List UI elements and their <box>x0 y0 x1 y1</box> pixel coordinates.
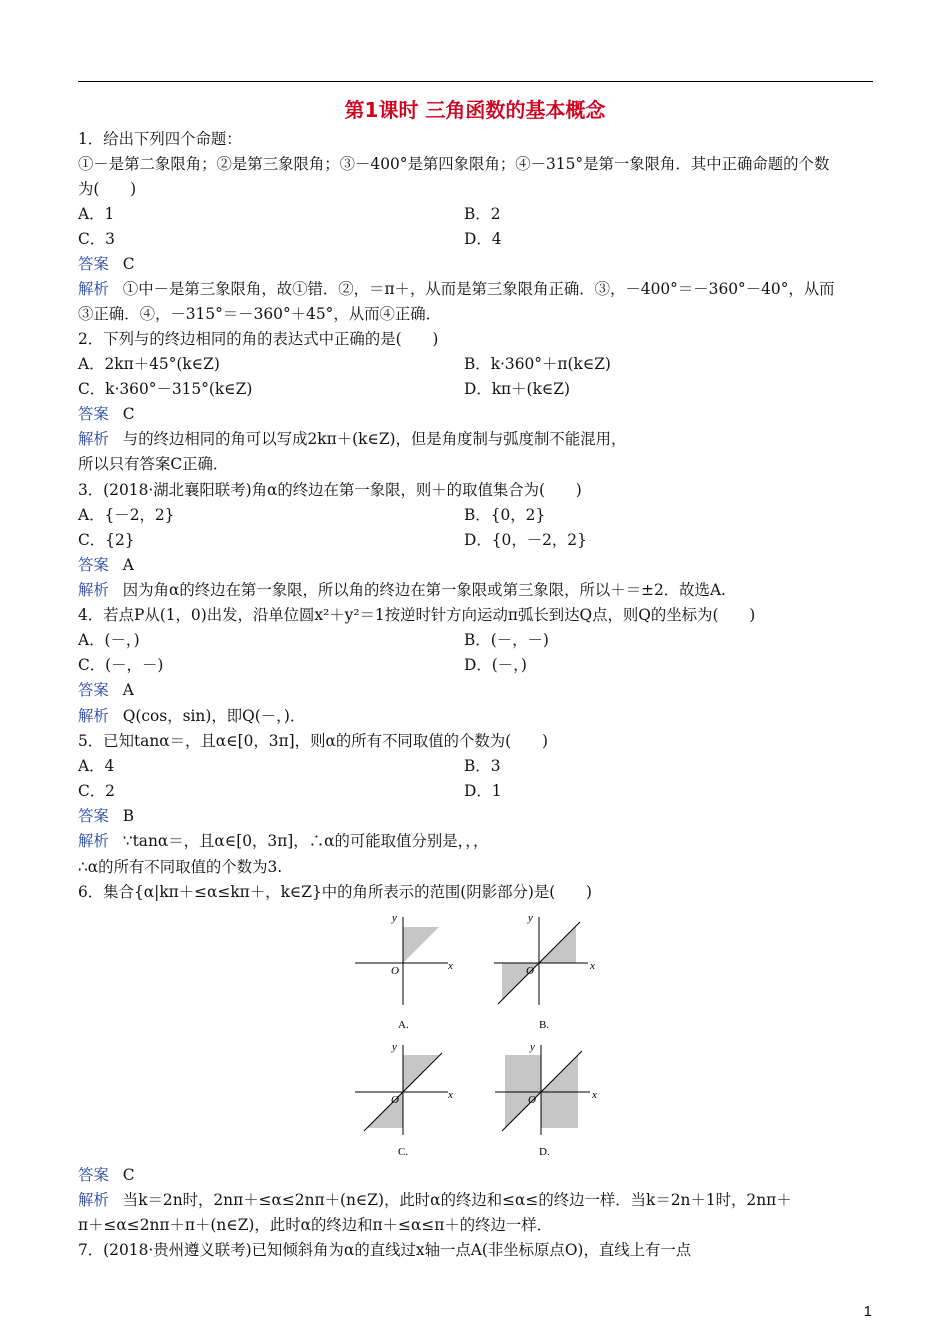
q4-stem: 4．若点P从(1，0)出发，沿单位圆x²＋y²＝1按逆时针方向运动π弧长到达Q点，则Q的坐标为( ) <box>78 606 756 624</box>
q2-analysis-2: 所以只有答案C正确． <box>78 455 229 473</box>
q3-answer <box>78 554 134 576</box>
q2-option-a: A．2kπ＋45°(k∈Z) <box>78 355 220 373</box>
q3-option-a: A．{－2，2} <box>78 506 175 524</box>
answer-label: 答案 <box>78 255 109 273</box>
q1-analysis-1: 解析 ①中－是第三象限角，故①错．②，＝π＋，从而是第三象限角正确．③，－400°＝－360°－40°，从而 <box>78 280 835 298</box>
answer-label: 答案 <box>78 556 109 574</box>
q1-analysis-2: ③正确．④，－315°＝－360°＋45°，从而④正确． <box>78 305 442 323</box>
answer-label: 答案 <box>78 681 109 699</box>
q2-answer <box>78 403 135 425</box>
q6-answer <box>78 1164 135 1186</box>
q1-answer-value: C <box>122 255 135 273</box>
page-number: 1 <box>863 1303 872 1320</box>
figure-a <box>355 912 453 1031</box>
q4-option-b: B．(－，－) <box>464 631 549 649</box>
q1-option-a: A．1 <box>78 205 115 223</box>
q3-option-d: D．{0，－2，2} <box>464 531 587 549</box>
figure-b <box>494 912 595 1031</box>
figure-d-x-label: x <box>592 1089 597 1101</box>
q4-answer <box>78 679 134 701</box>
figure-a-x-label: x <box>448 960 453 972</box>
figure-d <box>495 1041 597 1158</box>
q6-figures <box>340 905 620 1160</box>
q2-answer-value: C <box>122 405 135 423</box>
q5-option-a: A．4 <box>78 757 115 775</box>
q4-option-a: A．(－，) <box>78 631 140 649</box>
figure-c-label: C. <box>398 1146 409 1158</box>
q5-option-c: C．2 <box>78 782 115 800</box>
q4-option-c: C．(－，－) <box>78 656 164 674</box>
analysis-label: 解析 <box>78 280 109 298</box>
q3-answer-value: A <box>122 556 134 574</box>
q1-option-c: C．3 <box>78 230 115 248</box>
q1-option-b: B．2 <box>464 205 501 223</box>
figure-a-origin-label: O <box>391 965 399 977</box>
q1-stem-1: 1．给出下列四个命题： <box>78 130 242 148</box>
q2-analysis-1: 解析 与的终边相同的角可以写成2kπ＋(k∈Z)，但是角度制与弧度制不能混用， <box>78 430 627 448</box>
q4-answer-value: A <box>122 681 134 699</box>
q5-stem: 5．已知tanα＝，且α∈[0，3π]，则α的所有不同取值的个数为( ) <box>78 732 548 750</box>
q6-analysis-2: π＋≤α≤2nπ＋π＋(n∈Z)，此时α的终边和π＋≤α≤π＋的终边一样． <box>78 1216 553 1234</box>
figure-b-x-label: x <box>590 960 595 972</box>
figure-c-origin-label: O <box>391 1094 399 1106</box>
analysis-label: 解析 <box>78 707 109 725</box>
q6-stem: 6．集合{α|kπ＋≤α≤kπ＋，k∈Z}中的角所表示的范围(阴影部分)是( ) <box>78 883 593 901</box>
q4-analysis-1: 解析 Q(cos，sin)，即Q(－，)． <box>78 707 306 725</box>
q4-option-d: D．(－，) <box>464 656 527 674</box>
header-rule <box>78 81 873 82</box>
q6-analysis-1: 解析 当k＝2n时，2nπ＋≤α≤2nπ＋(n∈Z)，此时α的终边和≤α≤的终边一样．当k＝2n＋1时，2nπ＋ <box>78 1191 792 1209</box>
answer-label: 答案 <box>78 405 109 423</box>
figure-c <box>355 1041 453 1158</box>
q3-analysis-1: 解析 因为角α的终边在第一象限，所以角的终边在第一象限或第三象限，所以＋＝±2．故选A. <box>78 581 726 599</box>
q1-option-d: D．4 <box>464 230 502 248</box>
q5-option-d: D．1 <box>464 782 502 800</box>
analysis-label: 解析 <box>78 430 109 448</box>
figure-d-y-label: y <box>530 1041 535 1053</box>
q2-option-d: D．kπ＋(k∈Z) <box>464 380 570 398</box>
q1-stem-3: 为( ) <box>78 180 137 198</box>
q2-stem: 2．下列与的终边相同的角的表达式中正确的是( ) <box>78 330 439 348</box>
figure-a-shaded-region <box>403 927 439 963</box>
q2-option-b: B．k·360°＋π(k∈Z) <box>464 355 611 373</box>
answer-label: 答案 <box>78 807 109 825</box>
figure-d-origin-label: O <box>528 1094 536 1106</box>
q1-answer <box>78 253 135 275</box>
figure-d-shaded-region-left <box>505 1055 541 1092</box>
q2-option-c: C．k·360°－315°(k∈Z) <box>78 380 253 398</box>
figure-b-y-label: y <box>528 912 533 924</box>
q5-answer <box>78 805 134 827</box>
figure-b-origin-label: O <box>526 965 534 977</box>
q3-option-b: B．{0，2} <box>464 506 546 524</box>
q5-analysis-2: ∴α的所有不同取值的个数为3. <box>78 858 283 876</box>
figure-a-y-label: y <box>392 912 397 924</box>
answer-label: 答案 <box>78 1166 109 1184</box>
figure-d-label: D. <box>539 1146 550 1158</box>
q3-stem: 3．(2018·湖北襄阳联考)角α的终边在第一象限，则＋的取值集合为( ) <box>78 481 582 499</box>
q5-option-b: B．3 <box>464 757 501 775</box>
q7-stem: 7．(2018·贵州遵义联考)已知倾斜角为α的直线过x轴一点A(非坐标原点O)，直线上有一点 <box>78 1241 692 1259</box>
figure-a-label: A. <box>398 1019 409 1031</box>
q1-stem-2: ①－是第二象限角；②是第三象限角；③－400°是第四象限角；④－315°是第一象限角．其中正确命题的个数 <box>78 155 830 173</box>
analysis-label: 解析 <box>78 832 109 850</box>
figure-c-y-label: y <box>392 1041 397 1053</box>
figure-b-label: B. <box>539 1019 550 1031</box>
q5-analysis-1: 解析 ∵tanα＝，且α∈[0，3π]，∴α的可能取值分别是，，， <box>78 832 489 850</box>
analysis-label: 解析 <box>78 581 109 599</box>
q6-answer-value: C <box>122 1166 135 1184</box>
figure-c-x-label: x <box>448 1089 453 1101</box>
q3-option-c: C．{2} <box>78 531 135 549</box>
q5-answer-value: B <box>122 807 135 825</box>
analysis-label: 解析 <box>78 1191 109 1209</box>
page-title: 第1课时 三角函数的基本概念 <box>344 98 606 122</box>
figure-d-shaded-region-right-lower <box>541 1092 578 1128</box>
